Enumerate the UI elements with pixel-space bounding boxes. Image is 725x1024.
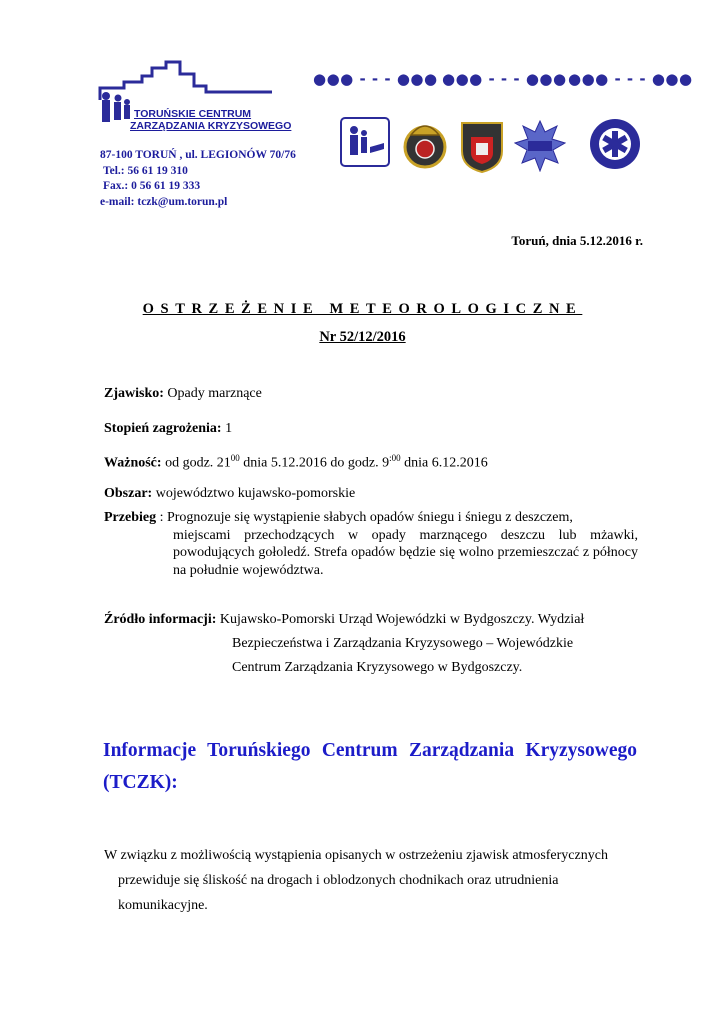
zjawisko-value: Opady marznące [167,386,262,401]
zrodlo-line2: Bezpieczeństwa i Zarządzania Kryzysowego – Wojewódzkie [232,636,574,651]
field-stopien [104,421,232,437]
header-dots-3: ●●● - - - ●●● [568,70,693,88]
header-dots-1: ●●● - - - ●●● [313,70,438,88]
waznosc-sup1: 00 [230,453,240,463]
info-body-line1: W związku z możliwością wystąpienia opisanych w ostrzeżeniu zjawisk atmosferycznych [104,848,608,863]
zrodlo-label: Źródło informacji: [104,612,217,627]
people-emblem-icon [340,117,390,167]
waznosc-sup2: :00 [389,453,401,463]
info-heading: Informacje Toruńskiego Centrum Zarządzania Kryzysowego (TCZK): [103,740,637,793]
przebieg-label: Przebieg [104,510,157,525]
stopien-value: 1 [225,421,233,436]
field-waznosc [104,453,488,472]
obszar-label: Obszar: [104,486,153,501]
fax: Fax.: 0 56 61 19 333 [103,180,201,192]
header-dots-2: ●●● - - - ●●● [442,70,567,88]
telephone: Tel.: 56 61 19 310 [103,164,188,177]
field-zjawisko [104,386,262,402]
waznosc-part1: od godz. 21 [165,455,231,471]
field-obszar [104,486,355,502]
zrodlo-line3: Centrum Zarządzania Kryzysowego w Bydgoszczy. [232,660,523,675]
email[interactable]: e-mail: tczk@um.torun.pl [100,195,228,208]
fire-brigade-emblem-icon [401,115,449,171]
contact-block [100,148,296,210]
przebieg-rest: miejscami przechodzących w opady marznącego deszczu lub mżawki, powodujących gołoledź. Strefa opadów będzie się wolno przemieszczać z północy na południe województwa. [173,527,638,578]
logo-text [130,108,291,132]
police-star-emblem-icon [514,120,566,172]
zrodlo-line1: Kujawsko-Pomorski Urząd Wojewódzki w Bydgoszczy. Wydział [216,612,585,627]
org-name-line2: ZARZĄDZANIA KRYZYSOWEGO [130,120,292,132]
medical-rescue-emblem-icon [588,117,642,171]
zjawisko-label: Zjawisko: [104,386,164,401]
address: 87-100 TORUŃ , ul. LEGIONÓW 70/76 [100,149,296,161]
waznosc-label: Ważność: [104,455,162,471]
city-guard-emblem-icon [459,117,505,173]
badge-medical [588,117,642,171]
przebieg-line1: : Prognozuje się wystąpienie słabych opadów śniegu i śniegu z deszczem, [156,510,573,525]
badge-fire [401,115,449,171]
date-line: Toruń, dnia 5.12.2016 r. [511,233,643,248]
waznosc-part3: dnia 6.12.2016 [404,455,488,471]
field-zrodlo [104,608,584,680]
stopien-label: Stopień zagrożenia: [104,421,222,436]
badge-police [514,120,566,172]
document-title: OSTRZEŻENIE METEOROLOGICZNE [142,301,583,317]
document-number: Nr 52/12/2016 [319,329,406,345]
obszar-value: województwo kujawsko-pomorskie [155,486,356,501]
info-body [104,843,640,918]
badge-people [340,117,390,167]
info-body-rest: przewiduje się śliskość na drogach i oblodzonych chodnikach oraz utrudnienia komunikacyjne. [118,873,559,913]
badge-city-guard [459,117,505,173]
org-name-line1: TORUŃSKIE CENTRUM [134,108,252,120]
field-przebieg [104,509,638,579]
waznosc-part2: dnia 5.12.2016 do godz. 9 [243,455,390,471]
